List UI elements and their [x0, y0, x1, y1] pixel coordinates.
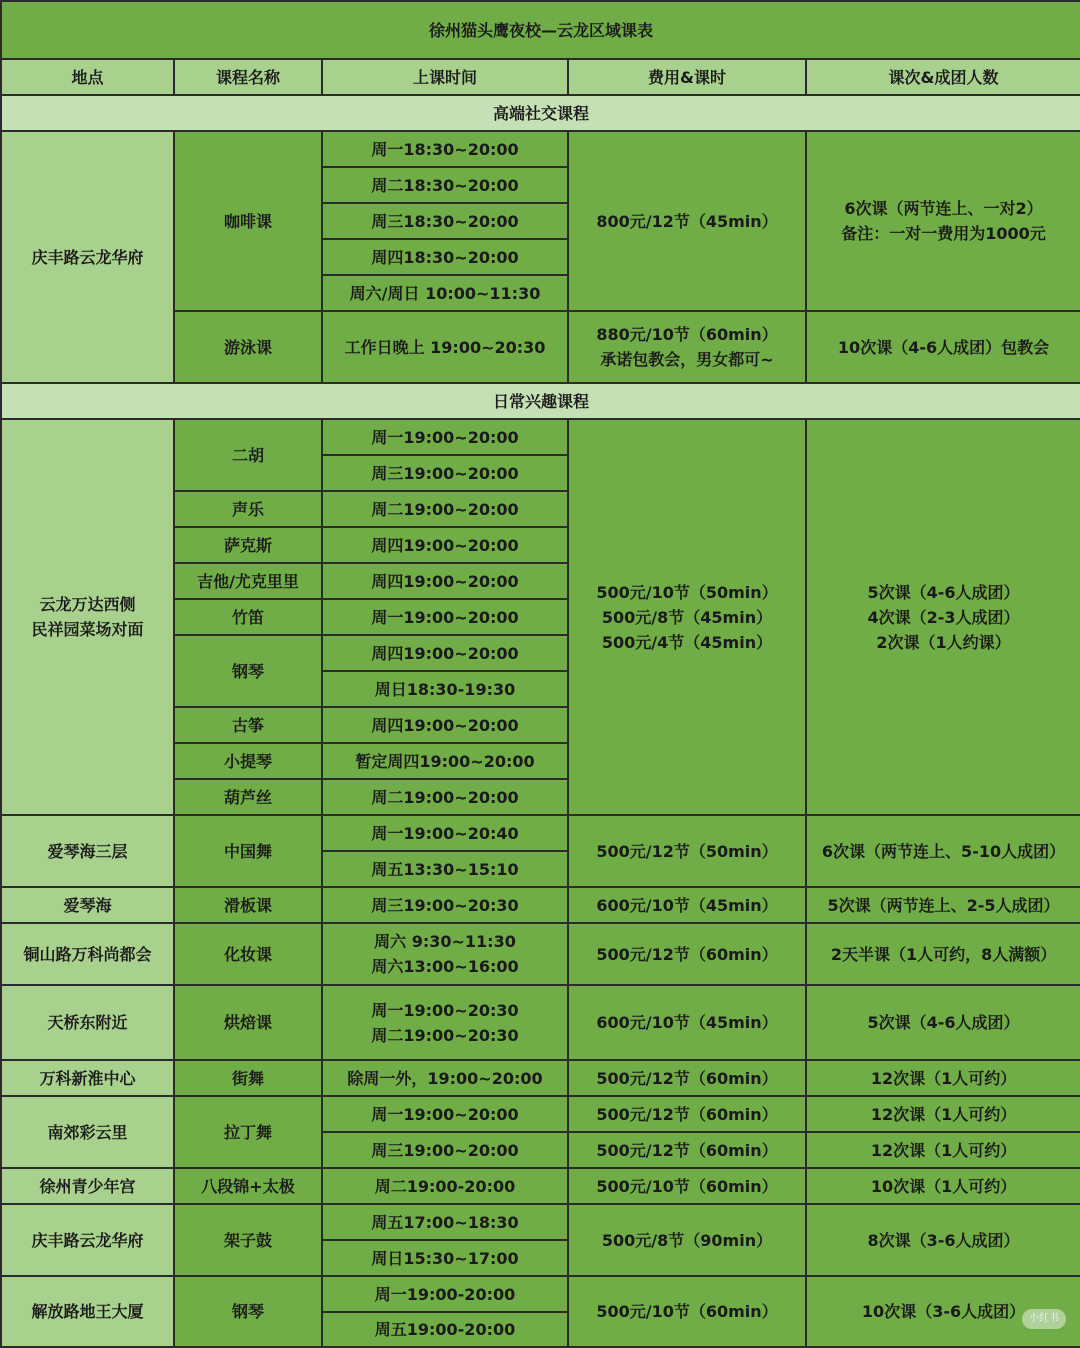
- time-cell: 周五19:00-20:00: [322, 1312, 568, 1347]
- course-name: 竹笛: [174, 599, 322, 635]
- location-cell: 庆丰路云龙华府: [1, 131, 174, 383]
- location-cell: 云龙万达西侧 民祥园菜场对面: [1, 419, 174, 815]
- sessions-cell: 12次课（1人可约）: [806, 1096, 1080, 1132]
- time-cell: 周六/周日 10:00~11:30: [322, 275, 568, 311]
- location-cell: 铜山路万科尚都会: [1, 923, 174, 985]
- course-name: 烘焙课: [174, 985, 322, 1060]
- sessions-cell: 10次课（3-6人成团）: [806, 1276, 1080, 1347]
- time-cell: 周三19:00~20:00: [322, 455, 568, 491]
- sessions-cell: 6次课（两节连上、5-10人成团）: [806, 815, 1080, 887]
- watermark: 小红书: [1022, 1309, 1066, 1329]
- fee-cell: 880元/10节（60min） 承诺包教会，男女都可~: [568, 311, 806, 383]
- time-cell: 周一19:00~20:30 周二19:00~20:30: [322, 985, 568, 1060]
- course-name: 二胡: [174, 419, 322, 491]
- time-cell: 周四18:30~20:00: [322, 239, 568, 275]
- course-name: 古筝: [174, 707, 322, 743]
- course-name: 萨克斯: [174, 527, 322, 563]
- fee-cell: 500元/10节（60min）: [568, 1276, 806, 1347]
- fee-cell: 500元/12节（60min）: [568, 1132, 806, 1168]
- section-hobby: 日常兴趣课程: [1, 383, 1080, 419]
- course-name: 小提琴: [174, 743, 322, 779]
- fee-cell: 500元/12节（60min）: [568, 1096, 806, 1132]
- course-name: 架子鼓: [174, 1204, 322, 1276]
- time-cell: 周二19:00-20:00: [322, 1168, 568, 1204]
- time-cell: 周一19:00-20:00: [322, 1276, 568, 1312]
- sessions-cell: 12次课（1人可约）: [806, 1132, 1080, 1168]
- sessions-cell: 8次课（3-6人成团）: [806, 1204, 1080, 1276]
- location-cell: 徐州青少年宫: [1, 1168, 174, 1204]
- time-cell: 周日15:30~17:00: [322, 1240, 568, 1276]
- course-name: 滑板课: [174, 887, 322, 923]
- location-cell: 解放路地王大厦: [1, 1276, 174, 1347]
- sessions-cell: 5次课（4-6人成团） 4次课（2-3人成团） 2次课（1人约课）: [806, 419, 1080, 815]
- header-fee: 费用&课时: [568, 59, 806, 95]
- header-time: 上课时间: [322, 59, 568, 95]
- time-cell: 周二18:30~20:00: [322, 167, 568, 203]
- location-cell: 南郊彩云里: [1, 1096, 174, 1168]
- sessions-cell: 2天半课（1人可约，8人满额）: [806, 923, 1080, 985]
- fee-cell: 500元/12节（60min）: [568, 1060, 806, 1096]
- fee-cell: 500元/10节（50min） 500元/8节（45min） 500元/4节（45min）: [568, 419, 806, 815]
- time-cell: 周四19:00~20:00: [322, 635, 568, 671]
- time-cell: 周二19:00~20:00: [322, 779, 568, 815]
- sessions-cell: 12次课（1人可约）: [806, 1060, 1080, 1096]
- course-name: 葫芦丝: [174, 779, 322, 815]
- time-cell: 周一19:00~20:00: [322, 599, 568, 635]
- header-course: 课程名称: [174, 59, 322, 95]
- course-name: 八段锦+太极: [174, 1168, 322, 1204]
- course-name: 拉丁舞: [174, 1096, 322, 1168]
- time-cell: 除周一外，19:00~20:00: [322, 1060, 568, 1096]
- time-cell: 周一19:00~20:00: [322, 1096, 568, 1132]
- time-cell: 周二19:00~20:00: [322, 491, 568, 527]
- time-cell: 工作日晚上 19:00~20:30: [322, 311, 568, 383]
- time-cell: 周四19:00~20:00: [322, 563, 568, 599]
- fee-cell: 500元/8节（90min）: [568, 1204, 806, 1276]
- course-name: 化妆课: [174, 923, 322, 985]
- time-cell: 周一19:00~20:00: [322, 419, 568, 455]
- course-name: 钢琴: [174, 635, 322, 707]
- course-name: 中国舞: [174, 815, 322, 887]
- course-name: 声乐: [174, 491, 322, 527]
- header-sessions: 课次&成团人数: [806, 59, 1080, 95]
- fee-cell: 500元/12节（50min）: [568, 815, 806, 887]
- time-cell: 周五13:30~15:10: [322, 851, 568, 887]
- time-cell: 周三19:00~20:30: [322, 887, 568, 923]
- course-name: 吉他/尤克里里: [174, 563, 322, 599]
- time-cell: 周一19:00~20:40: [322, 815, 568, 851]
- location-cell: 爱琴海三层: [1, 815, 174, 887]
- time-cell: 周六 9:30~11:30 周六13:00~16:00: [322, 923, 568, 985]
- sessions-cell: 5次课（4-6人成团）: [806, 985, 1080, 1060]
- time-cell: 暂定周四19:00~20:00: [322, 743, 568, 779]
- sessions-cell: 10次课（1人可约）: [806, 1168, 1080, 1204]
- time-cell: 周三19:00~20:00: [322, 1132, 568, 1168]
- fee-cell: 800元/12节（45min）: [568, 131, 806, 311]
- course-name: 咖啡课: [174, 131, 322, 311]
- location-cell: 天桥东附近: [1, 985, 174, 1060]
- header-location: 地点: [1, 59, 174, 95]
- time-cell: 周一18:30~20:00: [322, 131, 568, 167]
- course-name: 游泳课: [174, 311, 322, 383]
- fee-cell: 600元/10节（45min）: [568, 985, 806, 1060]
- section-premium: 高端社交课程: [1, 95, 1080, 131]
- sessions-cell: 5次课（两节连上、2-5人成团）: [806, 887, 1080, 923]
- time-cell: 周五17:00~18:30: [322, 1204, 568, 1240]
- sessions-cell: 6次课（两节连上、一对2） 备注：一对一费用为1000元: [806, 131, 1080, 311]
- course-name: 街舞: [174, 1060, 322, 1096]
- time-cell: 周四19:00~20:00: [322, 707, 568, 743]
- time-cell: 周四19:00~20:00: [322, 527, 568, 563]
- fee-cell: 600元/10节（45min）: [568, 887, 806, 923]
- sessions-cell: 10次课（4-6人成团）包教会: [806, 311, 1080, 383]
- table-title: 徐州猫头鹰夜校—云龙区域课表: [1, 1, 1080, 59]
- location-cell: 爱琴海: [1, 887, 174, 923]
- location-cell: 庆丰路云龙华府: [1, 1204, 174, 1276]
- course-name: 钢琴: [174, 1276, 322, 1347]
- time-cell: 周日18:30-19:30: [322, 671, 568, 707]
- location-cell: 万科新淮中心: [1, 1060, 174, 1096]
- fee-cell: 500元/12节（60min）: [568, 923, 806, 985]
- fee-cell: 500元/10节（60min）: [568, 1168, 806, 1204]
- time-cell: 周三18:30~20:00: [322, 203, 568, 239]
